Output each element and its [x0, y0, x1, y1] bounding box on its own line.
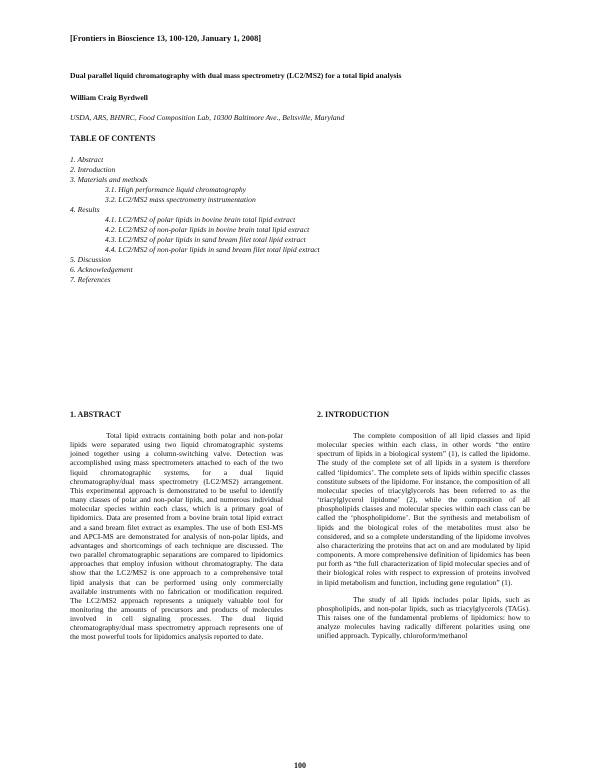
toc-item: 3.1. High performance liquid chromatography — [105, 185, 247, 194]
introduction-paragraph: The study of all lipids includes polar lipids, such as phospholipids, and non-polar lipids, such as triacylglycerols (TAGs). This raises one of the fundamental problems of lipidomics: how to analyze molecules having radically different polarities using one unified approach. Typically, chloroform/methanol — [317, 594, 530, 641]
toc-item: 4. Results — [70, 205, 100, 214]
toc-item: 4.4. LC2/MS2 of non-polar lipids in sand bream filet total lipid extract — [105, 245, 320, 254]
toc-item: 7. References — [70, 275, 111, 284]
journal-header: [Frontiers in Bioscience 13, 100-120, January 1, 2008] — [70, 34, 262, 43]
author-name: William Craig Byrdwell — [70, 93, 148, 102]
introduction-body — [317, 431, 530, 640]
toc-item: 4.3. LC2/MS2 of polar lipids in sand bream filet total lipid extract — [105, 235, 306, 244]
toc-item: 5. Discussion — [70, 255, 111, 264]
toc-item: 3. Materials and methods — [70, 175, 148, 184]
author-affiliation: USDA, ARS, BHNRC, Food Composition Lab, 10300 Baltimore Ave., Beltsville, Maryland — [70, 113, 345, 122]
toc-item: 1. Abstract — [70, 155, 104, 164]
abstract-heading: 1. ABSTRACT — [70, 410, 122, 419]
paper-title: Dual parallel liquid chromatography with dual mass spectrometry (LC2/MS2) for a total lipid analysis — [70, 71, 402, 80]
toc-heading: TABLE OF CONTENTS — [70, 134, 156, 143]
abstract-paragraph: Total lipid extracts containing both polar and non-polar lipids were separated using two liquid chromatographic systems joined together using a column-switching valve. Detection was accomplished using mass spectrometers attached to each of the two liquid chromatographic systems, for a dual liquid chromatography/dual mass spectrometry (LC2/MS2) arrangement. This experimental approach is demonstrated to be useful to identify many classes of polar and non-polar lipids, and numerous individual molecular species within each class, which is a primary goal of lipidomics. Data are presented from a bovine brain total lipid extract and a sand bream filet extract as examples. The use of both ESI-MS and APCI-MS are demonstrated for analysis of non-polar lipids, and advantages and shortcomings of each technique are discussed. The two parallel chromatographic separations are compared to lipidomics approaches that employ infusion without chromatography. The data show that the LC2/MS2 is one approach to a comprehensive total lipid analysis that can be performed using only commercially available instruments with no fabrication or modification required. The LC2/MS2 approach represents a uniquely valuable tool for monitoring the amounts of precursors and products of molecules involved in cell signaling processes. The dual liquid chromatography/dual mass spectrometry approach represents one of the most powerful tools for lipidomics analysis reported to date. — [70, 431, 283, 642]
introduction-paragraph: The complete composition of all lipid classes and lipid molecular species within each class, in other words “the entire spectrum of lipids in a biological system” (1), is called the lipidome. The study of the complete set of all lipids in a system is therefore called ‘lipidomics’. The complete sets of lipids within specific classes constitute subsets of the lipidome. For instance, the composition of all molecular species of triacylglycerols has been referred to as the ‘triacylglycerol lipidome’ (2), while the composition of all phospholipids classes and molecular species within each class can be called the ‘phospholipidome’. But the synthesis and metabolism of lipids and the biological roles of the metabolites must also be considered, and so a complete understanding of the lipidome involves also characterizing the proteins that act on and are modulated by lipid components. A more comprehensive definition of lipidomics has been put forth as “the full characterization of lipid molecular species and of their biological roles with respect to expression of proteins involved in lipid metabolism and function, including gene regulation” (1). — [317, 431, 530, 587]
toc-item: 6. Acknowledgement — [70, 265, 133, 274]
toc-item: 2. Introduction — [70, 165, 116, 174]
introduction-heading: 2. INTRODUCTION — [317, 410, 390, 419]
page-number: 100 — [294, 761, 306, 770]
toc-item: 4.2. LC2/MS2 of non-polar lipids in bovine brain total lipid extract — [105, 225, 310, 234]
abstract-body — [70, 431, 283, 642]
toc-item: 4.1. LC2/MS2 of polar lipids in bovine brain total lipid extract — [105, 215, 296, 224]
toc-item: 3.2. LC2/MS2 mass spectrometry instrumentation — [105, 195, 256, 204]
